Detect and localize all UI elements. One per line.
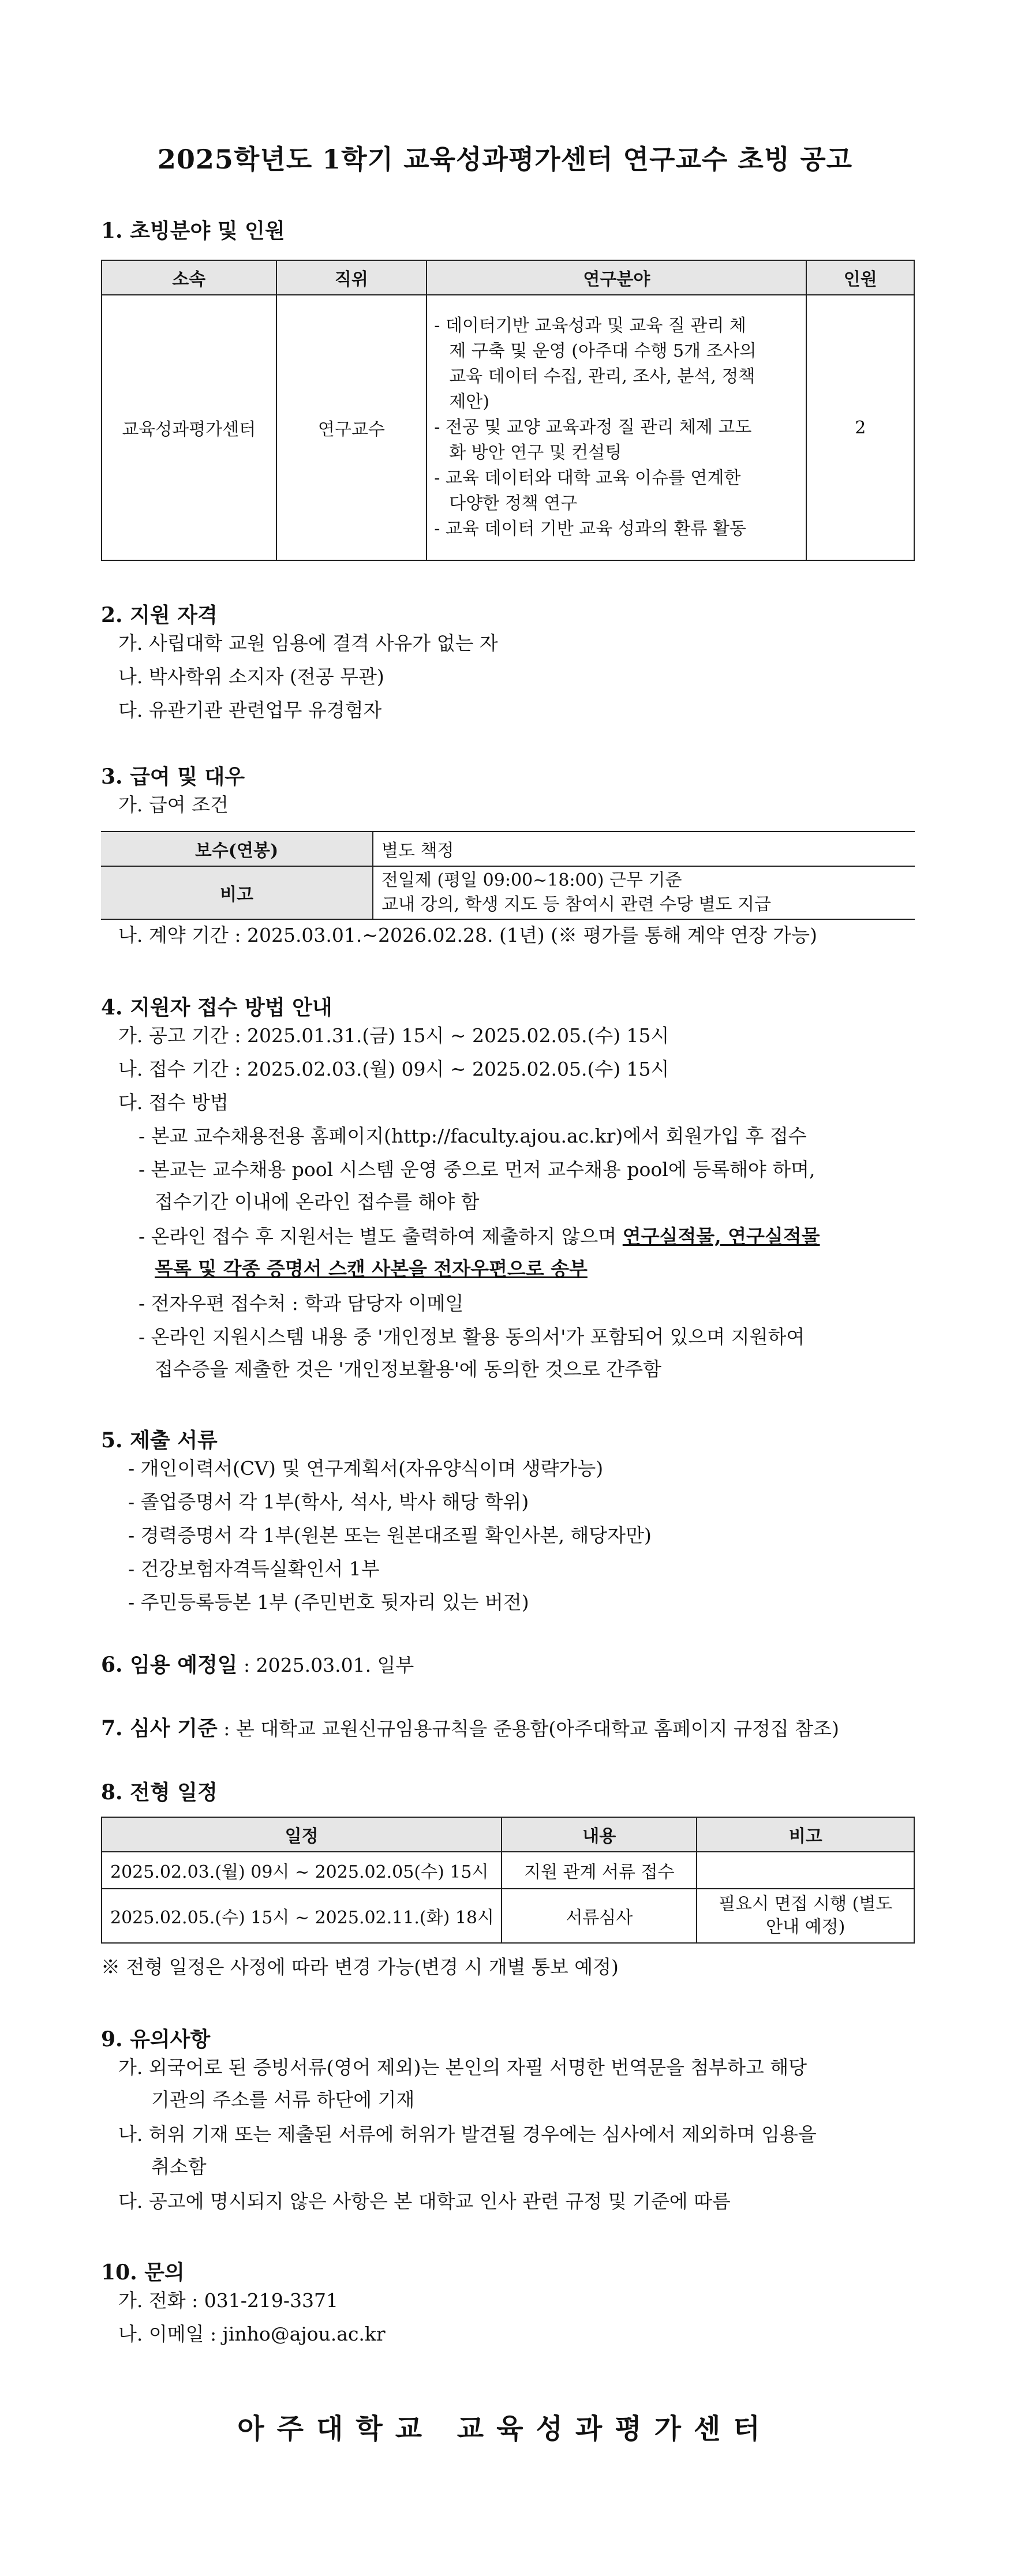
note-label: 비고 (101, 866, 373, 919)
appointment-date (101, 1652, 414, 1679)
section-6-heading: 6. 임용 예정일 (101, 1653, 238, 1677)
schedule-content: 서류심사 (502, 1889, 697, 1943)
caution-item: 가. 외국어로 된 증빙서류(영어 제외)는 본인의 자필 서명한 번역문을 첨부하고 해당 (118, 2056, 807, 2079)
application-period: 나. 접수 기간 : 2025.02.03.(월) 09시 ~ 2025.02.05.(수) 15시 (118, 1058, 669, 1080)
research-line: 제안) (449, 392, 489, 412)
method-item (139, 1223, 820, 1250)
method-item: - 본교 교수채용전용 홈페이지(http://faculty.ajou.ac.kr)에서 회원가입 후 접수 (139, 1125, 807, 1147)
recruitment-table (101, 260, 915, 561)
col-affiliation: 소속 (102, 260, 276, 295)
research-line: 제 구축 및 운영 (아주대 수행 5개 조사의 (449, 341, 757, 361)
salary-conditions-label: 가. 급여 조건 (118, 793, 229, 816)
qualification-item: 나. 박사학위 소지자 (전공 무관) (118, 665, 384, 688)
research-line: - 교육 데이터와 대학 교육 이슈를 연계한 (434, 468, 741, 488)
method-item-cont: 접수증을 제출한 것은 '개인정보활용'에 동의한 것으로 간주함 (155, 1358, 662, 1380)
pay-value: 별도 책정 (373, 832, 915, 866)
research-line: 화 방안 연구 및 컨설팅 (449, 443, 622, 463)
method-item-cont: 접수기간 이내에 온라인 접수를 해야 함 (155, 1190, 480, 1213)
research-cell (427, 295, 806, 560)
research-line: - 교육 데이터 기반 교육 성과의 환류 활동 (434, 519, 746, 539)
emphasis-text: 목록 및 각종 증명서 스캔 사본을 전자우편으로 송부 (155, 1257, 588, 1280)
schedule-remark (697, 1889, 914, 1943)
document-item: - 경력증명서 각 1부(원본 또는 원본대조필 확인사본, 해당자만) (128, 1524, 652, 1547)
section-1-heading: 1. 초빙분야 및 인원 (101, 219, 285, 243)
section-5-heading: 5. 제출 서류 (101, 1428, 218, 1452)
section-7-heading: 7. 심사 기준 (101, 1716, 218, 1740)
research-line: 다양한 정책 연구 (449, 493, 578, 514)
document-item: - 개인이력서(CV) 및 연구계획서(자유양식이며 생략가능) (128, 1457, 604, 1480)
salary-table (101, 831, 915, 920)
schedule-date: 2025.02.05.(수) 15시 ~ 2025.02.11.(화) 18시 (102, 1889, 502, 1943)
schedule-content: 지원 관계 서류 접수 (502, 1852, 697, 1889)
col-remark: 비고 (697, 1817, 914, 1852)
col-research: 연구분야 (427, 260, 806, 295)
section-8-heading: 8. 전형 일정 (101, 1780, 218, 1804)
caution-item: 다. 공고에 명시되지 않은 사항은 본 대학교 인사 관련 규정 및 기준에 따름 (118, 2190, 731, 2212)
note-line-1: 전일제 (평일 09:00~18:00) 근무 기준 (381, 870, 682, 890)
schedule-note: ※ 전형 일정은 사정에 따라 변경 가능(변경 시 개별 통보 예정) (101, 1956, 619, 1978)
pay-label: 보수(연봉) (101, 832, 373, 866)
section-9-heading: 9. 유의사항 (101, 2027, 211, 2051)
col-count: 인원 (806, 260, 914, 295)
method-item: - 본교는 교수채용 pool 시스템 운영 중으로 먼저 교수채용 pool에 등록해야 하며, (139, 1158, 816, 1181)
qualification-item: 다. 유관기관 관련업무 유경험자 (118, 699, 382, 721)
section-3-heading: 3. 급여 및 대우 (101, 765, 245, 789)
caution-item: 나. 허위 기재 또는 제출된 서류에 허위가 발견될 경우에는 심사에서 제외하며 임용을 (118, 2123, 817, 2146)
remark-line: 안내 예정) (766, 1917, 846, 1937)
count-cell: 2 (806, 295, 914, 560)
section-2-heading: 2. 지원 자격 (101, 603, 218, 627)
col-content: 내용 (502, 1817, 697, 1852)
contract-period: 나. 계약 기간 : 2025.03.01.~2026.02.28. (1년) (※ 평가를 통해 계약 연장 가능) (118, 924, 817, 946)
document-item: - 건강보험자격득실확인서 1부 (128, 1557, 380, 1580)
research-line: - 데이터기반 교육성과 및 교육 질 관리 체 (434, 316, 746, 336)
contact-email: 나. 이메일 : jinho@ajou.ac.kr (118, 2323, 386, 2345)
caution-item-cont: 취소함 (151, 2155, 207, 2178)
appointment-date-value: : 2025.03.01. 일부 (237, 1654, 414, 1676)
section-4-heading: 4. 지원자 접수 방법 안내 (101, 995, 332, 1020)
page-title: 2025학년도 1학기 교육성과평가센터 연구교수 초빙 공고 (157, 144, 853, 175)
qualification-item: 가. 사립대학 교원 임용에 결격 사유가 없는 자 (118, 632, 498, 654)
method-item: - 전자우편 접수처 : 학과 담당자 이메일 (139, 1292, 464, 1315)
schedule-date: 2025.02.03.(월) 09시 ~ 2025.02.05(수) 15시 (102, 1852, 502, 1889)
schedule-remark (697, 1852, 914, 1889)
contact-phone: 가. 전화 : 031-219-3371 (118, 2289, 338, 2312)
document-item: - 주민등록등본 1부 (주민번호 뒷자리 있는 버전) (128, 1591, 529, 1613)
posting-period: 가. 공고 기간 : 2025.01.31.(금) 15시 ~ 2025.02.05.(수) 15시 (118, 1024, 669, 1047)
col-position: 직위 (276, 260, 427, 295)
method-item-cont (155, 1256, 588, 1282)
document-item: - 졸업증명서 각 1부(학사, 석사, 박사 해당 학위) (128, 1491, 529, 1513)
remark-line: 필요시 면접 시행 (별도 (719, 1894, 893, 1914)
application-method-label: 다. 접수 방법 (118, 1091, 229, 1114)
emphasis-text: 연구실적물, 연구실적물 (622, 1225, 820, 1248)
section-10-heading: 10. 문의 (101, 2260, 185, 2285)
schedule-table (101, 1817, 915, 1944)
note-line-2: 교내 강의, 학생 지도 등 참여시 관련 수당 별도 지급 (381, 894, 771, 915)
review-criteria (101, 1715, 839, 1742)
research-line: 교육 데이터 수집, 관리, 조사, 분석, 정책 (449, 366, 755, 387)
note-value (373, 866, 915, 919)
caution-item-cont: 기관의 주소를 서류 하단에 기재 (151, 2088, 415, 2111)
position-cell: 연구교수 (276, 295, 427, 560)
method-text: - 온라인 접수 후 지원서는 별도 출력하여 제출하지 않으며 (139, 1225, 623, 1248)
issuer-name: 아주대학교 교육성과평가센터 (237, 2413, 773, 2445)
col-schedule: 일정 (102, 1817, 502, 1852)
review-criteria-value: : 본 대학교 교원신규임용규칙을 준용함(아주대학교 홈페이지 규정집 참조) (217, 1717, 839, 1740)
research-line: - 전공 및 교양 교육과정 질 관리 체제 고도 (434, 417, 752, 437)
method-item: - 온라인 지원시스템 내용 중 '개인정보 활용 동의서'가 포함되어 있으며 지원하여 (139, 1326, 805, 1348)
affiliation-cell: 교육성과평가센터 (102, 295, 276, 560)
